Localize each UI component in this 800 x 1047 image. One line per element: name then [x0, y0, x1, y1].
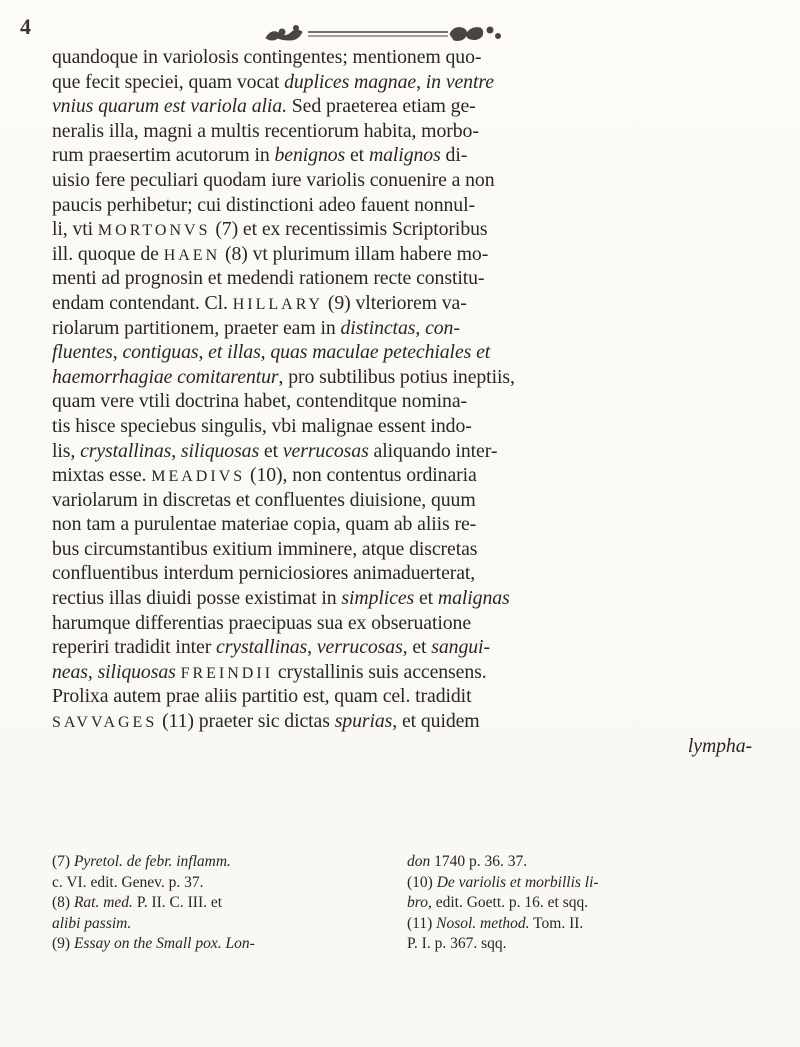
italic-run: siliquosas	[180, 439, 260, 462]
text-line	[52, 561, 782, 586]
text-run: tis hisce speciebus singulis, vbi malignae essent indo-	[52, 414, 472, 437]
italic-run: spurias	[334, 710, 393, 733]
italic-run: simplices	[341, 587, 415, 610]
text-run: (8)	[52, 894, 74, 911]
footnote-row	[52, 934, 782, 955]
footnote-left	[52, 914, 407, 935]
text-run: (9)	[52, 935, 74, 952]
text-run: , et	[402, 636, 432, 659]
text-run: quam vere vtili doctrina habet, contenditque nomina-	[52, 390, 468, 413]
footnote-row	[52, 873, 782, 894]
text-run: rum praesertim acutorum in	[52, 144, 275, 167]
text-run: , et quidem	[392, 710, 480, 733]
catchword: lympha-	[687, 734, 752, 757]
text-run: confluentibus interdum perniciosiores animaduerterat,	[52, 562, 476, 585]
text-line	[52, 635, 782, 660]
italic-run: bro	[407, 894, 428, 911]
text-run: ,	[260, 341, 271, 364]
text-line	[52, 291, 782, 316]
italic-run: duplices magnae	[284, 70, 417, 93]
text-run: harumque differentias praecipuas sua ex obseruatione	[52, 611, 472, 634]
text-run: li, vti	[52, 218, 98, 241]
footnote-left	[52, 893, 407, 914]
italic-run: haemorrhagiae comitarentur	[52, 365, 279, 388]
text-line	[52, 193, 782, 218]
text-line	[52, 94, 782, 119]
italic-run: siliquosas	[97, 660, 176, 683]
italic-run: quas maculae petechiales et	[270, 341, 491, 364]
text-run: , edit. Goett. p. 16. et sqq.	[427, 894, 589, 911]
text-line	[52, 439, 782, 464]
text-run: et	[259, 439, 283, 462]
italic-run: distinctas	[340, 316, 416, 339]
italic-run: Pyretol. de febr. inflamm.	[73, 853, 231, 870]
text-line	[52, 488, 782, 513]
text-run: ,	[198, 341, 209, 364]
text-run: P. II. C. III. et	[132, 894, 223, 911]
italic-run: crystallinas	[216, 636, 308, 659]
text-run: ,	[307, 636, 317, 659]
author-name: FREINDII	[180, 664, 274, 682]
text-run: (11) praeter sic dictas	[157, 710, 335, 733]
text-run: Tom. II.	[529, 914, 584, 932]
text-run: que fecit speciei, quam vocat	[52, 70, 285, 93]
author-name: HILLARY	[232, 295, 324, 313]
footnote-left	[52, 852, 407, 873]
text-run: c. VI. edit. Genev. p. 37.	[52, 873, 204, 891]
text-run: quandoque in variolosis contingentes; mentionem quo-	[52, 46, 482, 68]
text-line	[52, 463, 782, 488]
text-run: paucis perhibetur; cui distinctioni adeo fauent nonnul-	[52, 193, 475, 216]
italic-run: et illas	[208, 341, 261, 364]
text-line	[52, 709, 782, 734]
italic-run: Rat. med.	[73, 894, 133, 911]
text-run: , pro subtilibus potius ineptiis,	[278, 365, 515, 388]
footnote-left	[52, 934, 407, 955]
text-run: Prolixa autem prae aliis partitio est, quam cel. tradidit	[52, 685, 472, 708]
text-run: (10)	[407, 873, 437, 891]
text-run: (8) vt plurimum illam habere mo-	[220, 242, 489, 265]
text-run: (9) vlteriorem va-	[323, 291, 467, 314]
italic-run: con-	[425, 316, 460, 339]
text-run: mixtas esse.	[52, 464, 152, 487]
text-run: (7)	[52, 853, 74, 870]
text-line	[52, 660, 782, 685]
text-line	[52, 684, 782, 709]
italic-run: Nosol. method.	[436, 914, 530, 932]
text-line	[52, 119, 782, 144]
text-line	[52, 537, 782, 562]
text-run: uisio fere peculiari quodam iure variolis conuenire a non	[52, 168, 495, 191]
text-run: crystallinis suis accensens.	[273, 660, 487, 683]
text-run: ill. quoque de	[52, 242, 164, 265]
text-line	[52, 143, 782, 168]
text-run: reperiri tradidit inter	[52, 636, 217, 659]
text-line	[52, 168, 782, 193]
footnote-right	[407, 852, 782, 873]
text-line	[52, 217, 782, 242]
italic-run: in ventre	[425, 70, 494, 93]
italic-run: benignos	[274, 144, 346, 167]
text-line	[52, 70, 782, 95]
author-name: HAEN	[163, 246, 221, 264]
footnote-right	[407, 873, 782, 894]
body-text	[52, 45, 782, 758]
italic-run: fluentes	[52, 341, 113, 364]
text-run: ,	[112, 341, 123, 364]
text-line	[52, 365, 782, 390]
footnote-row	[52, 852, 782, 873]
page-number: 4	[20, 14, 31, 39]
italic-run: De variolis et morbillis li-	[436, 873, 599, 891]
text-run: ,	[415, 316, 426, 339]
text-run: non tam a purulentae materiae copia, quam ab aliis re-	[52, 513, 477, 536]
text-run: et	[345, 144, 369, 167]
text-run: (10), non contentus ordinaria	[245, 464, 477, 487]
text-run: rectius illas diuidi posse existimat in	[52, 587, 342, 610]
author-name: MEADIVS	[151, 468, 246, 486]
italic-run: malignas	[437, 587, 510, 610]
footnote-row	[52, 914, 782, 935]
text-run: endam contendant. Cl.	[52, 291, 233, 314]
text-line	[52, 316, 782, 341]
text-run: (7) et ex recentissimis Scriptoribus	[210, 218, 488, 241]
text-line	[52, 611, 782, 636]
italic-run: vnius quarum est variola alia.	[52, 95, 287, 118]
italic-run: alibi passim.	[52, 914, 132, 932]
text-line	[52, 340, 782, 365]
text-run: di-	[440, 144, 468, 167]
text-run: neralis illa, magni a multis recentiorum habita, morbo-	[52, 119, 479, 142]
text-run: variolarum in discretas et confluentes diuisione, quum	[52, 488, 476, 511]
text-run: lis,	[52, 439, 81, 462]
italic-run: neas	[52, 660, 88, 683]
italic-run: verrucosas	[282, 439, 369, 462]
text-run: P. I. p. 367. sqq.	[407, 935, 507, 952]
text-line	[52, 512, 782, 537]
italic-run: contiguas	[122, 341, 199, 364]
footnote-row	[52, 893, 782, 914]
footnote-left	[52, 873, 407, 894]
italic-run: Essay on the Small pox. Lon-	[73, 935, 255, 952]
italic-run: crystallinas	[80, 439, 172, 462]
text-run: 1740 p. 36. 37.	[430, 853, 528, 870]
text-line	[52, 266, 782, 291]
text-line	[52, 586, 782, 611]
text-run: Sed praeterea etiam ge-	[286, 95, 476, 118]
text-line	[52, 389, 782, 414]
footnote-right	[407, 914, 782, 935]
text-line	[52, 45, 782, 70]
footnote-right	[407, 893, 782, 914]
text-run: bus circumstantibus exitium imminere, atque discretas	[52, 537, 478, 560]
footnotes	[52, 852, 782, 955]
author-name: SAVVAGES	[52, 714, 158, 732]
italic-run: don	[407, 853, 431, 870]
text-line	[52, 414, 782, 439]
italic-run: verrucosas	[316, 636, 403, 659]
italic-run: sangui-	[431, 636, 490, 659]
footnote-right	[407, 934, 782, 955]
text-run: riolarum partitionem, praeter eam in	[52, 316, 341, 339]
text-line	[52, 242, 782, 267]
italic-run: malignos	[368, 144, 441, 167]
text-run: menti ad prognosin et medendi rationem recte constitu-	[52, 267, 485, 290]
text-run: (11)	[407, 914, 437, 932]
text-run: ,	[87, 660, 98, 683]
text-run: et	[414, 587, 438, 610]
text-run: ,	[171, 439, 181, 462]
text-run: ,	[416, 70, 426, 93]
author-name: MORTONVS	[97, 222, 211, 240]
text-run: aliquando inter-	[368, 439, 498, 462]
